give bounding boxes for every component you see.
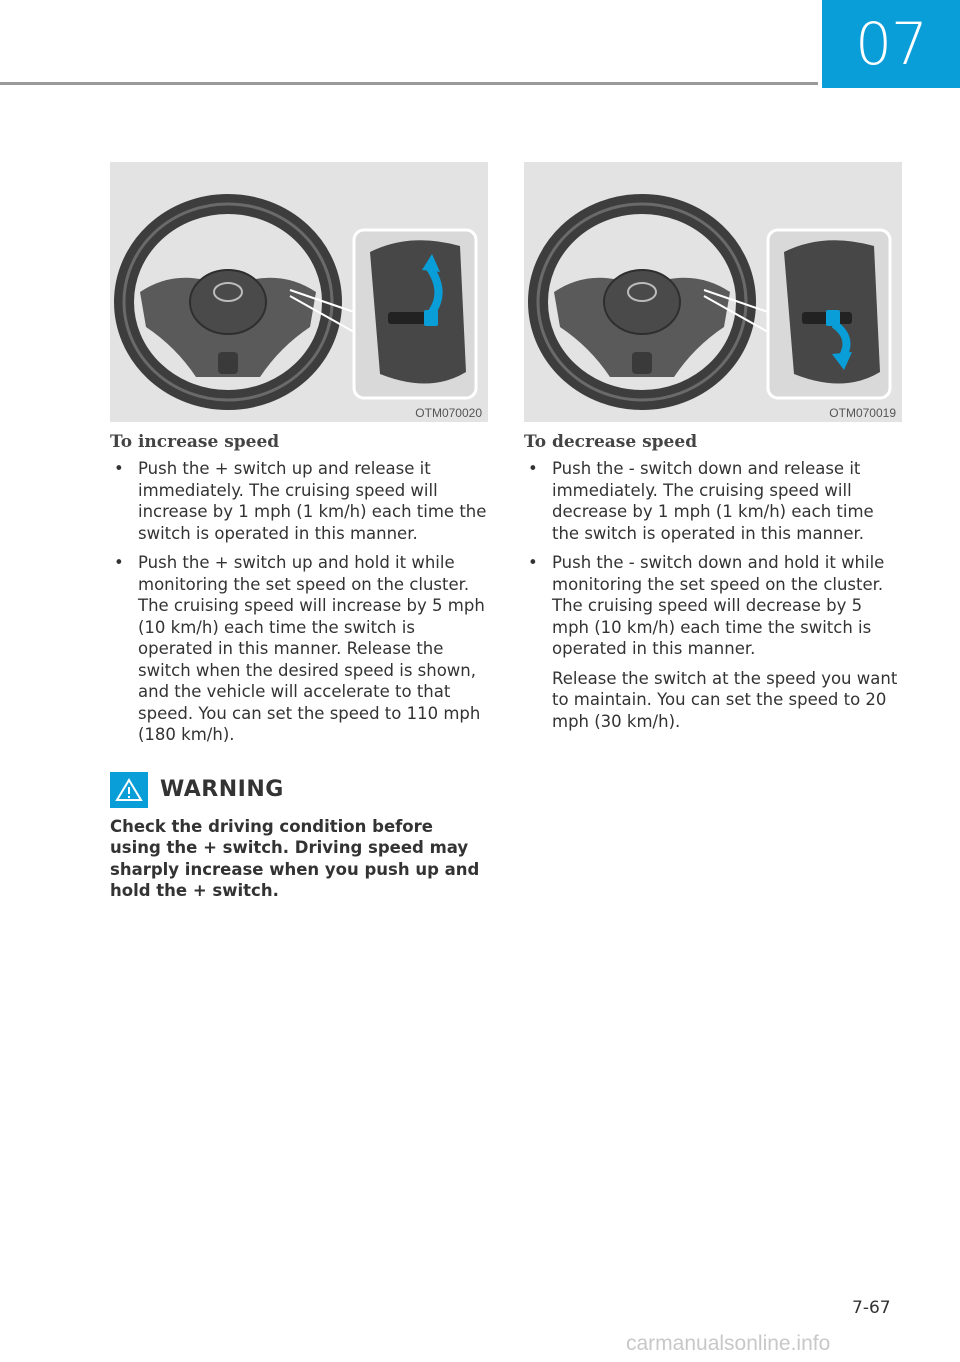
- watermark-text: carmanualsonline.info: [626, 1332, 831, 1355]
- steering-wheel-figure-increase: [110, 162, 488, 422]
- right-column: [524, 162, 902, 732]
- steering-wheel-figure-decrease: [524, 162, 902, 422]
- steering-wheel-illustration: [524, 162, 902, 422]
- page-number: 7-67: [852, 1298, 891, 1318]
- release-note: Release the switch at the speed you want to maintain. You can set the speed to 20 mph (30 km/h).: [552, 668, 898, 731]
- figure-code: OTM070019: [829, 406, 896, 420]
- bullet-list-increase: [110, 458, 488, 746]
- warning-title: WARNING: [160, 777, 284, 802]
- list-item: • Push the + switch up and hold it while monitoring the set speed on the cluster. The cruising speed will increase by 5 mph (10 km/h) each time the switch is operated in this manner. Release the switch when the desired speed is shown, and the vehicle will accelerate to that speed. You can set the speed to 110 mph (180 km/h).: [110, 552, 488, 746]
- figure-code: OTM070020: [415, 406, 482, 420]
- section-heading-increase: To increase speed: [110, 432, 280, 452]
- bullet-list-decrease: [524, 458, 902, 660]
- warning-text: Check the driving condition before using the + switch. Driving speed may sharply increase when you push up and hold the + switch.: [110, 816, 480, 900]
- warning-triangle-icon: [110, 772, 148, 808]
- warning-box: [110, 772, 488, 902]
- list-item: • Push the - switch down and release it immediately. The cruising speed will decrease by 1 mph (1 km/h) each time the switch is operated in this manner.: [524, 458, 902, 544]
- steering-wheel-illustration: [110, 162, 488, 422]
- left-column: [110, 162, 488, 902]
- list-item: • Push the - switch down and hold it while monitoring the set speed on the cluster. The cruising speed will decrease by 5 mph (10 km/h) each time the switch is operated in this manner.: [524, 552, 902, 660]
- warning-header: [110, 772, 488, 808]
- chapter-tab: 07: [822, 0, 960, 88]
- section-heading-decrease: To decrease speed: [524, 432, 698, 452]
- list-item: • Push the + switch up and release it immediately. The cruising speed will increase by 1 mph (1 km/h) each time the switch is operated in this manner.: [110, 458, 488, 544]
- header-rule: [0, 82, 818, 85]
